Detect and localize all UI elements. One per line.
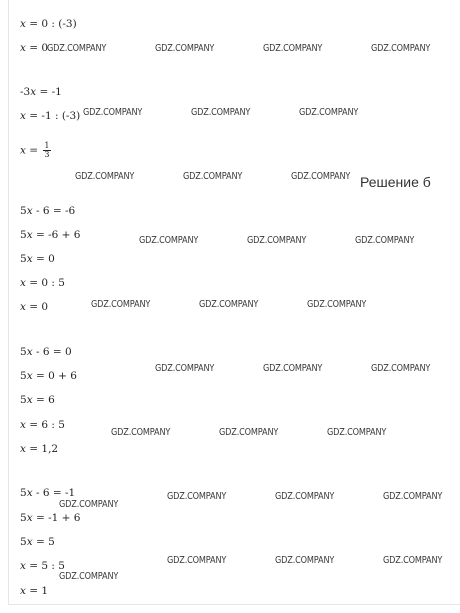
watermark: GDZ.COMPANY [247, 235, 307, 246]
watermark: GDZ.COMPANY [167, 491, 227, 502]
equation-line: 5x - 6 = -1 [20, 487, 76, 499]
equation-line: x = 0 : 5 [20, 277, 65, 289]
equation-line: x = 0 [20, 42, 49, 54]
equation-line: 5x = -6 + 6 [20, 229, 81, 241]
equation-line: 5x = 6 [20, 394, 55, 406]
watermark: GDZ.COMPANY [111, 427, 171, 438]
watermark: GDZ.COMPANY [167, 555, 227, 566]
equation-line: 5x - 6 = -6 [20, 205, 76, 217]
watermark: GDZ.COMPANY [327, 427, 387, 438]
watermark: GDZ.COMPANY [183, 171, 243, 182]
watermark: GDZ.COMPANY [191, 107, 251, 118]
equation-line: 5x = -1 + 6 [20, 512, 81, 524]
watermark: GDZ.COMPANY [291, 171, 351, 182]
watermark: GDZ.COMPANY [47, 43, 107, 54]
fraction: $\frac{1}{3}$ [44, 141, 50, 159]
equation-line: 5x - 6 = 0 [20, 346, 72, 358]
watermark: GDZ.COMPANY [139, 235, 199, 246]
watermark: GDZ.COMPANY [275, 491, 335, 502]
watermark: GDZ.COMPANY [59, 499, 119, 510]
watermark: GDZ.COMPANY [155, 363, 215, 374]
watermark: GDZ.COMPANY [355, 235, 415, 246]
watermark: GDZ.COMPANY [383, 491, 443, 502]
equation-line: x = $\frac{1}{3}$ [20, 141, 50, 159]
equation-line: x = 1 [20, 585, 49, 597]
watermark: GDZ.COMPANY [383, 555, 443, 566]
equation-line: x = 6 : 5 [20, 419, 65, 431]
equation-line: 5x = 0 [20, 253, 55, 265]
watermark: GDZ.COMPANY [199, 299, 259, 310]
equation-line: x = 0 [20, 301, 49, 313]
equation-line: x = 1,2 [20, 443, 59, 455]
watermark: GDZ.COMPANY [83, 107, 143, 118]
watermark: GDZ.COMPANY [263, 363, 323, 374]
watermark: GDZ.COMPANY [75, 171, 135, 182]
watermark: GDZ.COMPANY [263, 43, 323, 54]
equation-line: x = 5 : 5 [20, 560, 65, 572]
section-heading: Решение б [360, 174, 431, 190]
equation-line: 5x = 5 [20, 536, 55, 548]
watermark: GDZ.COMPANY [299, 107, 359, 118]
watermark: GDZ.COMPANY [59, 571, 119, 582]
equation-line: -3x = -1 [20, 86, 62, 98]
watermark: GDZ.COMPANY [275, 555, 335, 566]
equation-line: 5x = 0 + 6 [20, 370, 77, 382]
watermark: GDZ.COMPANY [371, 43, 431, 54]
watermark: GDZ.COMPANY [371, 363, 431, 374]
watermark: GDZ.COMPANY [91, 299, 151, 310]
watermark: GDZ.COMPANY [155, 43, 215, 54]
watermark: GDZ.COMPANY [219, 427, 279, 438]
equation-line: x = 0 : (-3) [20, 18, 77, 30]
watermark: GDZ.COMPANY [307, 299, 367, 310]
equation-line: x = -1 : (-3) [20, 110, 81, 122]
